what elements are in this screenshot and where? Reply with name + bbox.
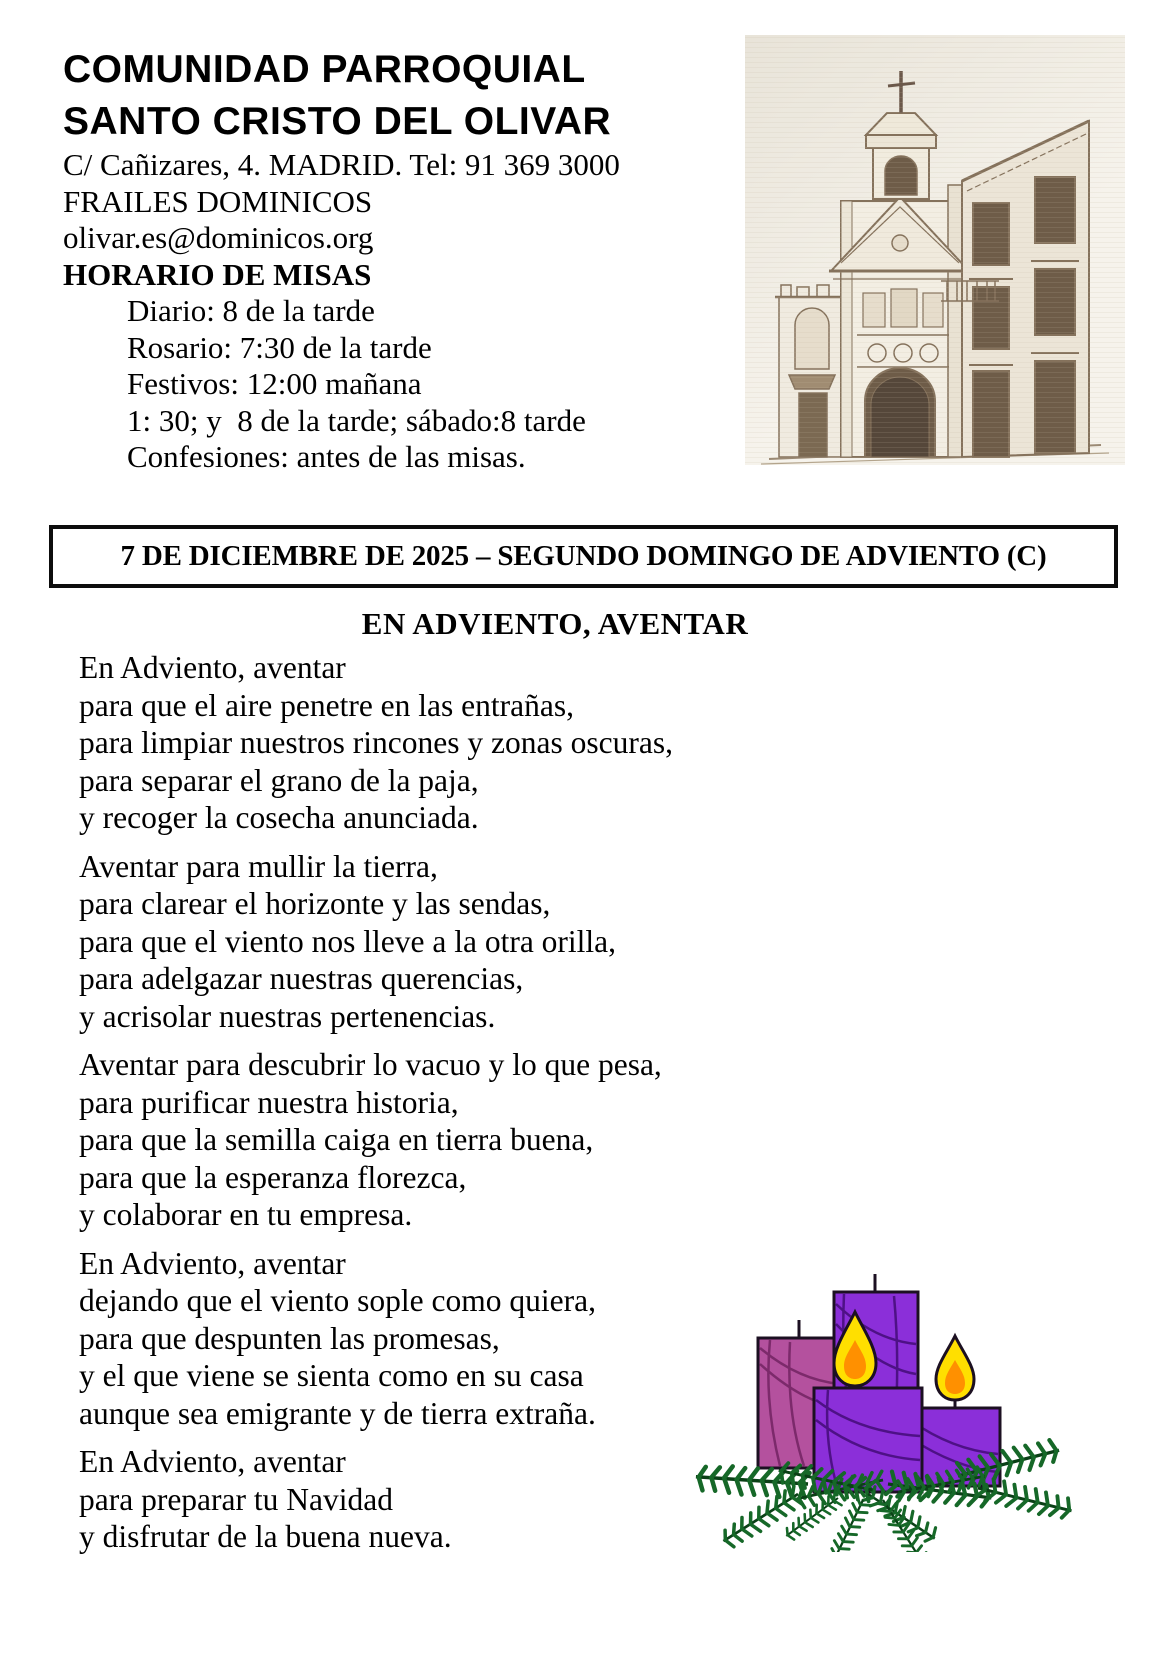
poem-line: dejando que el viento sople como quiera, — [79, 1283, 596, 1318]
parish-name — [63, 44, 611, 148]
poem-line: En Adviento, aventar — [79, 1444, 346, 1479]
poem-line: para que despunten las promesas, — [79, 1320, 500, 1356]
poem-line: para que el aire penetre en las entrañas, — [79, 687, 574, 723]
poem-line: para que el viento nos lleve a la otra orilla, — [79, 923, 617, 959]
poem-line: y colaborar en tu empresa. — [79, 1197, 413, 1232]
poem-line: Aventar para descubrir lo vacuo y lo que pesa, — [79, 1047, 662, 1082]
poem-stanza-5 — [79, 1443, 673, 1556]
poem-line: Aventar para mullir la tierra, — [79, 848, 438, 884]
parish-name-line1: COMUNIDAD PARROQUIAL — [63, 48, 586, 91]
poem-line: para adelgazar nuestras querencias, — [79, 961, 524, 996]
advent-candles-illustration — [658, 1262, 1098, 1552]
schedule-line-daily: Diario: 8 de la tarde — [127, 293, 375, 328]
poem-line: para que la semilla caiga en tierra buena, — [79, 1122, 594, 1157]
schedule-line-rosary: Rosario: 7:30 de la tarde — [127, 329, 432, 365]
schedule-line-holidays: Festivos: 12:00 mañana — [127, 366, 422, 401]
poem-line: para que la esperanza florezca, — [79, 1159, 467, 1195]
poem-line: y acrisolar nuestras pertenencias. — [79, 998, 496, 1034]
poem — [79, 649, 673, 1567]
poem-stanza-4 — [79, 1245, 673, 1433]
email-text: olivar.es@dominicos.org — [63, 220, 374, 255]
poem-line: y disfrutar de la buena nueva. — [79, 1519, 452, 1554]
church-facade-illustration — [745, 35, 1125, 465]
poem-stanza-1 — [79, 649, 673, 837]
poem-line: En Adviento, aventar — [79, 1245, 346, 1281]
parish-name-line2: SANTO CRISTO DEL OLIVAR — [63, 100, 612, 143]
poem-stanza-3 — [79, 1046, 673, 1234]
date-banner — [49, 525, 1118, 588]
poem-line: para purificar nuestra historia, — [79, 1084, 459, 1120]
poem-line: En Adviento, aventar — [79, 650, 346, 685]
poem-line: aunque sea emigrante y de tierra extraña. — [79, 1395, 596, 1431]
poem-line: para limpiar nuestros rincones y zonas oscuras, — [79, 725, 673, 760]
poem-title: EN ADVIENTO, AVENTAR — [361, 606, 749, 641]
poem-line: para separar el grano de la paja, — [79, 762, 479, 798]
poem-line: para clarear el horizonte y las sendas, — [79, 886, 551, 921]
schedule-line-times: 1: 30; y 8 de la tarde; sábado:8 tarde — [127, 402, 586, 438]
contact-block — [63, 147, 620, 476]
address-line: C/ Cañizares, 4. MADRID. Tel: 91 369 3000 — [63, 147, 620, 182]
order-line: FRAILES DOMINICOS — [63, 183, 373, 219]
poem-stanza-2 — [79, 848, 673, 1036]
date-banner-text: 7 DE DICIEMBRE DE 2025 – SEGUNDO DOMINGO DE ADVIENTO (C) — [120, 540, 1047, 572]
schedule-line-confessions: Confesiones: antes de las misas. — [127, 439, 526, 474]
poem-line: y recoger la cosecha anunciada. — [79, 800, 479, 835]
poem-line: para preparar tu Navidad — [79, 1481, 393, 1517]
mass-schedule-title: HORARIO DE MISAS — [63, 256, 372, 292]
poem-line: y el que viene se sienta como en su casa — [79, 1358, 584, 1393]
